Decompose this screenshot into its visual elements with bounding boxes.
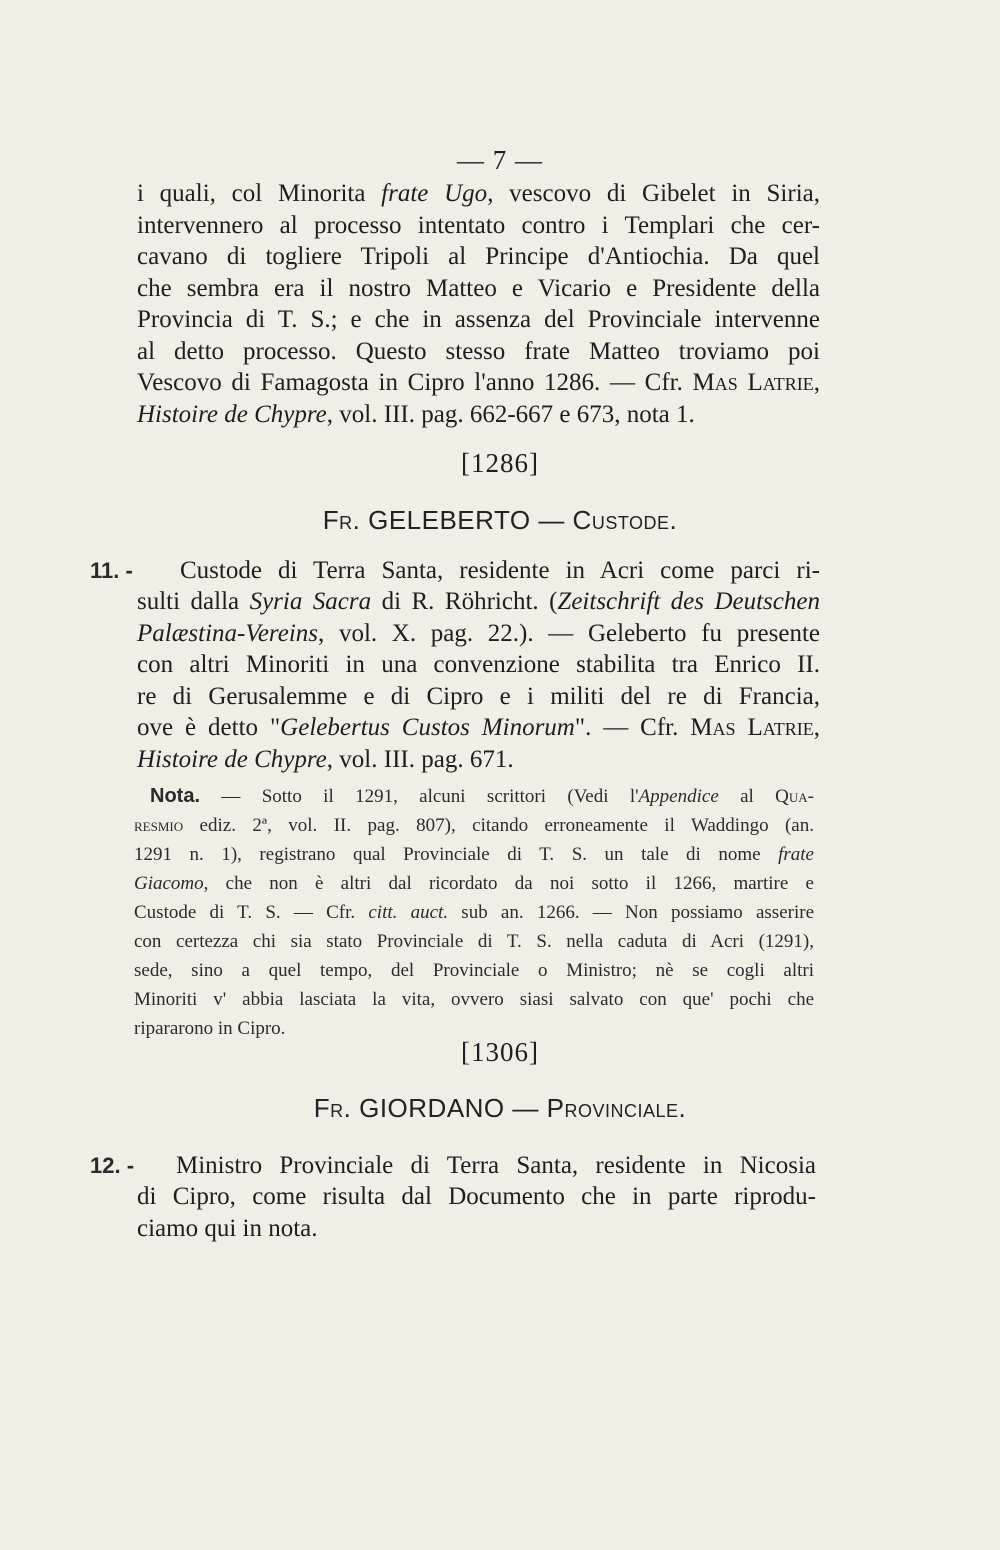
entry-paragraph [176,1150,816,1182]
text-line [137,618,820,650]
italic-run: Zeitschrift des Deutschen [557,588,820,615]
text-line [137,712,820,744]
paragraph-continuation [137,178,820,430]
author-name: Qua- [775,786,814,807]
text-line: Custode di Terra Santa, residente in Acri come parci ri- [180,557,820,584]
text-run: , vol. III. pag. 671. [326,745,514,773]
text-run: , che non è altri dal ricordato da noi sotto il 1266, martire e [203,873,814,894]
text-run: 1291 n. 1), registrano qual Provinciale di T. S. un tale di nome [134,844,779,865]
italic-run: frate Ugo [381,180,488,207]
text-line: Provincia di T. S.; e che in assenza del Provinciale intervenne [137,306,820,333]
text-run: al [718,786,776,807]
text-run: ove è detto " [137,714,281,741]
text-line: Ministro Provinciale di Terra Santa, residente in Nicosia [176,1152,816,1179]
text-line [137,399,820,431]
text-run: , vescovo di Gibelet in Siria, [487,180,820,207]
section-heading [0,1093,1000,1124]
heading-role: Custode. [572,505,678,535]
text-run: di R. Röhricht. ( [371,588,558,615]
entry-number: 11. - [90,558,133,583]
entry-paragraph [180,555,820,587]
entry-number: 12. - [90,1153,135,1178]
note-label: Nota. [150,785,200,807]
text-line [137,586,820,618]
author-name: Mas Latrie [690,714,814,741]
text-run: — Sotto il 1291, alcuni scrittori (Vedi l' [200,786,639,807]
text-line: intervennero al processo intentato contro i Templari che cer- [137,211,820,239]
section-heading [0,505,1000,536]
text-run: ". — Cfr. [574,714,691,741]
text-line: Minoriti v' abbia lasciata la vita, ovvero siasi salvato con que' pochi che [134,989,814,1010]
author-name: resmio [134,815,184,836]
page-number: — 7 — [457,145,543,175]
text-run: i quali, col Minorita [137,180,382,207]
text-run: , vol. III. pag. 662-667 e 673, nota 1. [326,400,695,428]
text-line [134,869,814,898]
italic-run: Palæstina-Vereins [137,619,319,647]
text-line: ciamo qui in nota. [137,1214,318,1242]
text-line: al detto processo. Questo stesso frate Matteo troviamo poi [137,337,820,365]
heading-dash: — [504,1093,547,1123]
heading-title-prefix: Fr. [322,505,369,535]
entry-paragraph-cont [137,586,820,775]
book-title: Histoire de Chypre [137,400,327,428]
heading-name: GIORDANO [359,1093,505,1123]
text-run: ediz. 2ª, vol. II. pag. 807), citando erroneamente il Waddingo (an. [183,815,814,836]
text-line [137,178,820,210]
italic-run: frate [778,844,814,865]
text-line [134,840,814,869]
text-line: che sembra era il nostro Matteo e Vicario e Presidente della [137,274,820,302]
text-line: sede, sino a quel tempo, del Provinciale o Ministro; nè se cogli altri [134,960,814,981]
text-line: ripararono in Cipro. [134,1018,286,1039]
italic-run: citt. auct. [368,902,449,923]
text-run: , [813,369,820,396]
heading-name: GELEBERTO [368,505,531,535]
heading-role: Provinciale. [546,1093,687,1123]
text-run: , [813,714,820,741]
text-run: Vescovo di Famagosta in Cipro l'anno 1286. — Cfr. [137,369,693,396]
text-line [134,782,814,811]
year-heading: [1286] [461,448,539,478]
text-run: Custode di T. S. — Cfr. [134,902,369,923]
text-run: sulti dalla [137,588,250,615]
text-line: di Cipro, come risulta dal Documento che in parte riprodu- [137,1183,816,1210]
year-heading: [1306] [461,1037,539,1067]
italic-run: Giacomo [134,873,204,894]
author-name: Mas Latrie [692,369,814,396]
text-run: sub an. 1266. — Non possiamo asserire [448,902,814,923]
italic-run: Appendice [638,786,719,807]
text-run: , vol. X. pag. 22.). — Geleberto fu presente [318,619,820,647]
heading-dash: — [530,505,573,535]
book-title: Histoire de Chypre [137,745,327,773]
italic-run: Gelebertus Custos Minorum [280,714,575,741]
text-line [137,744,820,776]
text-line: con altri Minoriti in una convenzione stabilita tra Enrico II. [137,651,820,678]
text-line [137,367,820,399]
text-line: cavano di togliere Tripoli al Principe d'Antiochia. Da quel [137,243,820,270]
heading-title-prefix: Fr. [313,1093,360,1123]
text-line [134,811,814,840]
text-line: re di Gerusalemme e di Cipro e i militi del re di Francia, [137,682,820,710]
footnote [134,782,814,1043]
text-line: con certezza chi sia stato Provinciale di T. S. nella caduta di Acri (1291), [134,931,814,952]
text-line [134,898,814,927]
italic-run: Syria Sacra [249,588,372,615]
entry-paragraph-cont [137,1181,816,1244]
